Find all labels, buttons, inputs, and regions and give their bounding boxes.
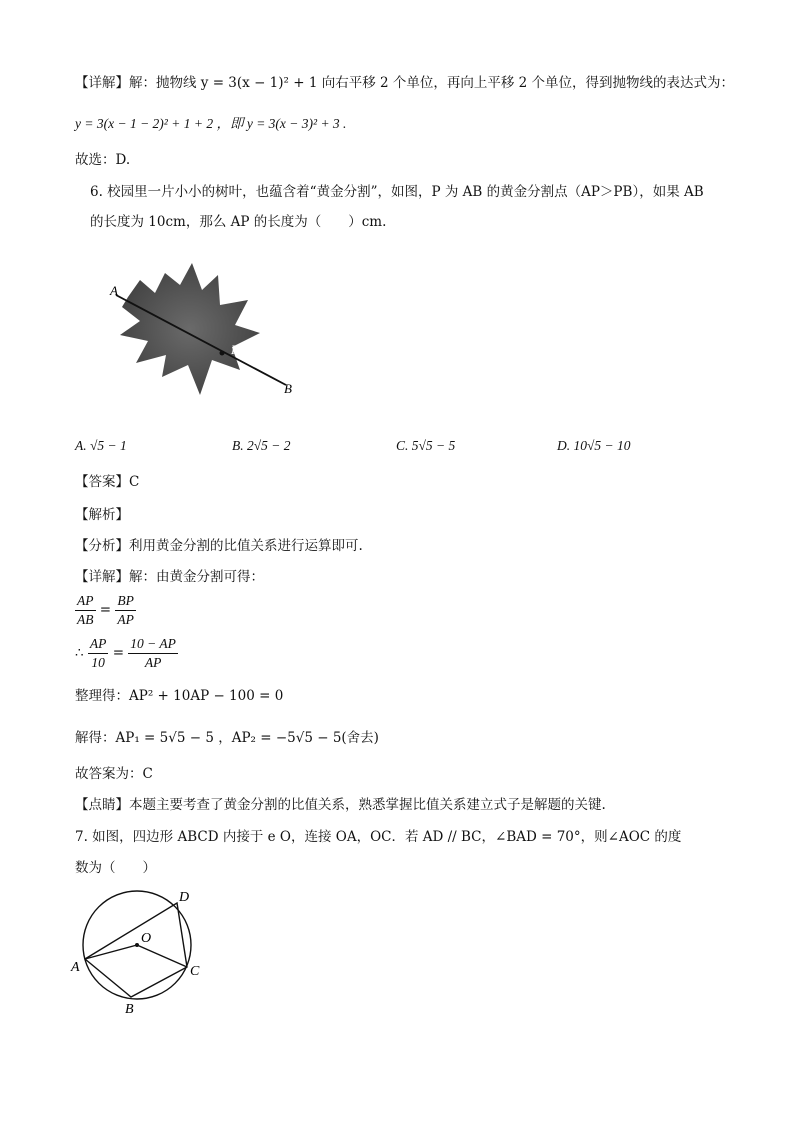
- leaf-shape: [120, 263, 260, 395]
- q6-answer: 【答案】C: [75, 474, 140, 490]
- q6-stem-line1: 6. 校园里一片小小的树叶，也蕴含着“黄金分割”，如图，P 为 AB 的黄金分割点（AP＞PB），如果 AB: [90, 184, 704, 200]
- q6-solve: 解得：AP₁ = 5√5 − 5 ，AP₂ = −5√5 − 5(舍去): [75, 730, 379, 746]
- frac-ap-ab: $\frac{AP}{AB}$: [77, 593, 94, 627]
- frac-bp-ap: $\frac{BP}{AP}$: [117, 593, 134, 627]
- frac-10minusap-ap: $\frac{10 - AP}{AP}$: [130, 636, 176, 670]
- label-b: B: [284, 381, 292, 396]
- label-b: B: [125, 1002, 134, 1015]
- q6-proportion-1: [75, 592, 136, 629]
- q6-detail-intro: 【详解】解：由黄金分割可得：: [75, 569, 264, 585]
- q6-option-b[interactable]: B. 2√5 − 2: [232, 438, 291, 453]
- leaf-figure: [100, 255, 310, 405]
- q6-analysis-head: 【解析】: [75, 507, 129, 523]
- frac-ap-10: $\frac{AP}{10}$: [89, 636, 107, 670]
- q6-comment: 【点睛】本题主要考查了黄金分割的比值关系，熟悉掌握比值关系建立式子是解题的关键.: [75, 797, 606, 813]
- circle-illustration: [65, 885, 215, 1015]
- leaf-illustration: [100, 255, 310, 405]
- label-c: C: [190, 964, 200, 979]
- q5-detail-line: 【详解】解：抛物线 y = 3(x − 1)² + 1 向右平移 2 个单位，再向上平移 2 个单位，得到抛物线的表达式为：: [75, 75, 735, 91]
- q6-option-d[interactable]: D. 10√5 − 10: [557, 438, 631, 453]
- q6-option-c[interactable]: C. 5√5 − 5: [396, 438, 456, 453]
- segment-oa: [85, 945, 137, 959]
- label-a: A: [71, 960, 80, 975]
- q6-option-a[interactable]: A. √5 − 1: [75, 438, 127, 453]
- q7-stem-line1: 7. 如图，四边形 ABCD 内接于 e O，连接 OA，OC．若 AD // BC，∠BAD = 70°，则∠AOC 的度: [75, 829, 682, 845]
- label-p: P: [231, 342, 239, 357]
- q5-result-line: y = 3(x − 1 − 2)² + 1 + 2 ，即 y = 3(x − 3)² + 3 .: [75, 116, 347, 131]
- q5-choice: 故选：D.: [75, 152, 131, 168]
- label-a: A: [110, 283, 118, 298]
- q6-proportion-2: [75, 635, 178, 672]
- point-p: [220, 351, 225, 356]
- q6-final: 故答案为：C: [75, 766, 153, 782]
- equals-sign: =: [112, 645, 124, 661]
- label-o: O: [141, 931, 152, 946]
- q7-stem-line2: 数为（ ）: [75, 860, 156, 876]
- label-d: D: [179, 890, 190, 905]
- circle-figure: [65, 885, 215, 1015]
- q6-analysis: 【分析】利用黄金分割的比值关系进行运算即可.: [75, 538, 363, 554]
- q6-simplify: 整理得：AP² + 10AP − 100 = 0: [75, 688, 284, 704]
- quadrilateral-abcd: [85, 903, 187, 997]
- therefore-symbol: ∴: [75, 645, 84, 661]
- segment-oc: [137, 945, 187, 967]
- q6-stem-line2: 的长度为 10cm，那么 AP 的长度为（ ）cm.: [90, 214, 387, 230]
- equals-sign: =: [99, 602, 112, 618]
- center-point: [135, 943, 139, 947]
